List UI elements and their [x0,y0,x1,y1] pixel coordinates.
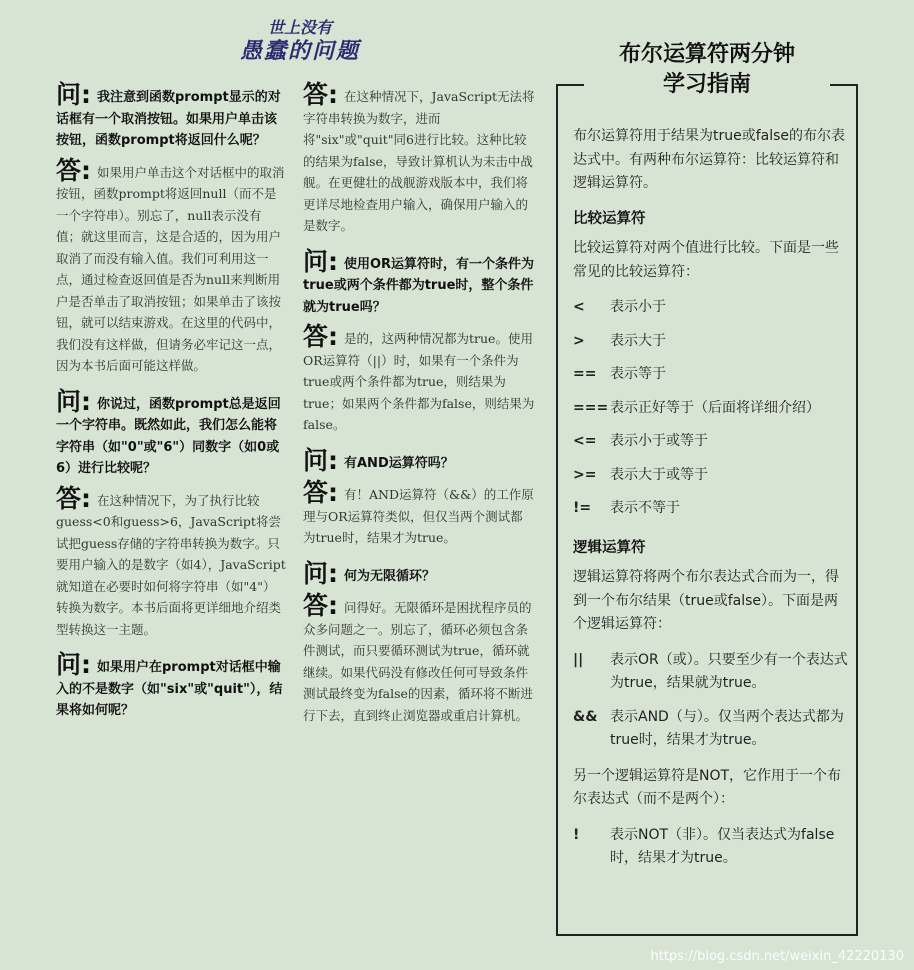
answer-tag: 答: [56,483,91,513]
answer-tag: 答: [303,478,338,507]
question-tag: 问: [303,445,338,475]
answer-tag: 答: [303,322,338,351]
operator-desc: 表示OR（或）。只要至少有一个表达式为true，结果就为true。 [610,651,848,691]
operator-symbol: >= [573,466,597,483]
question-text: 使用OR运算符时，有一个条件为true或两个条件都为true时，整个条件就为true吗？ [303,256,535,315]
question-text: 如果用户在prompt对话框中输入的不是数字（如"six"或"quit"），结果将如何呢？ [56,660,283,718]
operator-row [573,430,849,454]
operator-desc: 表示小于 [610,299,666,315]
operator-row [573,363,849,387]
operator-desc: 表示大于或等于 [610,466,708,483]
faq-item [56,80,286,377]
faq-item [303,80,535,237]
logical-heading: 逻辑运算符 [573,539,646,556]
operator-row [573,824,849,871]
operator-row [573,706,849,753]
comparison-heading: 比较运算符 [573,210,646,227]
operator-desc: 表示小于或等于 [610,433,708,449]
operator-symbol: <= [573,433,597,449]
section-title-line1: 世上没有 [267,18,332,37]
question-tag: 问: [56,386,91,416]
operator-desc: 表示等于 [610,366,666,382]
guide-content [573,125,849,881]
answer-tag: 答: [303,591,338,620]
question-text: 有AND运算符吗？ [344,455,454,471]
faq-item [303,558,535,727]
answer-text: 如果用户单击这个对话框中的取消按钮，函数prompt将返回null（而不是一个字符串）。别忘了，null表示没有值；就这里而言，这是合适的，因为用户取消了而没有输入值。我们可利用这一点，通过检查返回值是否为null来判断用户是否单击了取消按钮；如果单击了该按钮，就可以结束游戏。在这里的代码中，我们没有这样做，但请务必牢记这一点，因为本书后面可能这样做。 [56,164,285,373]
operator-symbol: < [573,299,585,315]
question-tag: 问: [56,650,91,679]
operator-row [573,497,849,521]
operator-symbol: != [573,500,592,516]
operator-desc: 表示AND（与）。仅当两个表达式都为true时，结果才为true。 [610,708,844,748]
faq-item [56,650,286,722]
faq-item [303,445,535,549]
operator-symbol: && [573,708,598,725]
operator-row [573,296,849,320]
watermark: https://blog.csdn.net/weixin_42220130 [650,949,904,964]
faq-item [303,246,535,436]
question-tag: 问: [303,246,338,276]
answer-text: 是的，这两种情况都为true。使用OR运算符（||）时，如果有一个条件为true或两个条件都为true，则结果为true；如果两个条件都为false，则结果为false。 [303,331,535,432]
operator-desc: 表示不等于 [610,500,680,516]
guide-box-corner-left [556,84,584,86]
comparison-intro: 比较运算符对两个值进行比较。下面是一些常见的比较运算符： [573,240,839,280]
guide-title-line2: 学习指南 [662,72,751,97]
operator-symbol: == [573,366,597,382]
answer-text: 问得好。无限循环是困扰程序员的众多问题之一。别忘了，循环必须包含条件测试，而只要循环测试为true，循环就继续。如果代码没有修改任何可导致条件测试最终变为false的因素，循环将不断进行下去，直到终止浏览器或重启计算机。 [303,600,533,723]
question-tag: 问: [56,80,91,109]
guide-title-line1: 布尔运算符两分钟 [618,42,795,67]
operator-row [573,397,849,421]
operator-symbol: ! [573,826,580,843]
faq-column-left [56,80,286,736]
answer-text: 在这种情况下，为了执行比较guess<0和guess>6，JavaScript将尝试把guess存储的字符串转换为数字。只要用户输入的是数字（如4），JavaScript就知道在必要时如何将字符串（如"4"）转换为数字。本书后面将更详细地介绍类型转换这一主题。 [56,492,286,637]
question-text: 何为无限循环？ [344,568,436,584]
answer-text: 在这种情况下，JavaScript无法将字符串转换为数字，进而将"six"或"quit"同6进行比较。这种比较的结果为false，导致计算机认为未击中战舰。在更健壮的战舰游戏版本中，我们将更详尽地检查用户输入，确保用户输入的是数字。 [303,89,535,233]
answer-tag: 答: [303,80,338,109]
guide-intro: 布尔运算符用于结果为true或false的布尔表达式中。有两种布尔运算符：比较运算符和逻辑运算符。 [573,128,846,191]
faq-item [56,386,286,641]
operator-row [573,464,849,488]
question-text: 我注意到函数prompt显示的对话框有一个取消按钮。如果用户单击该按钮，函数prompt将返回什么呢？ [56,90,281,148]
operator-symbol: || [573,651,584,668]
faq-column-middle [303,80,535,740]
answer-tag: 答: [56,155,91,185]
section-title-line2: 愚蠢的问题 [239,39,360,64]
operator-symbol: > [573,332,585,349]
question-text: 你说过，函数prompt总是返回一个字符串。既然如此，我们怎么能将字符串（如"0"或"6"）同数字（如0或6）进行比较呢？ [56,396,281,476]
operator-row [573,649,849,696]
question-tag: 问: [303,558,338,588]
operator-desc: 表示NOT（非）。仅当表达式为false时，结果才为true。 [610,826,835,866]
operator-symbol: === [573,399,609,416]
operator-desc: 表示大于 [610,332,666,349]
logical-intro: 逻辑运算符将两个布尔表达式合而为一，得到一个布尔结果（true或false）。下面是两个逻辑运算符： [573,569,839,632]
guide-box-corner-right [830,84,858,86]
operator-desc: 表示正好等于（后面将详细介绍） [610,399,820,416]
answer-text: 有！AND运算符（&&）的工作原理与OR运算符类似，但仅当两个测试都为true时，结果才为true。 [303,487,534,545]
not-intro: 另一个逻辑运算符是NOT，它作用于一个布尔表达式（而不是两个）： [573,767,842,807]
section-title [210,18,390,66]
operator-row [573,330,849,354]
